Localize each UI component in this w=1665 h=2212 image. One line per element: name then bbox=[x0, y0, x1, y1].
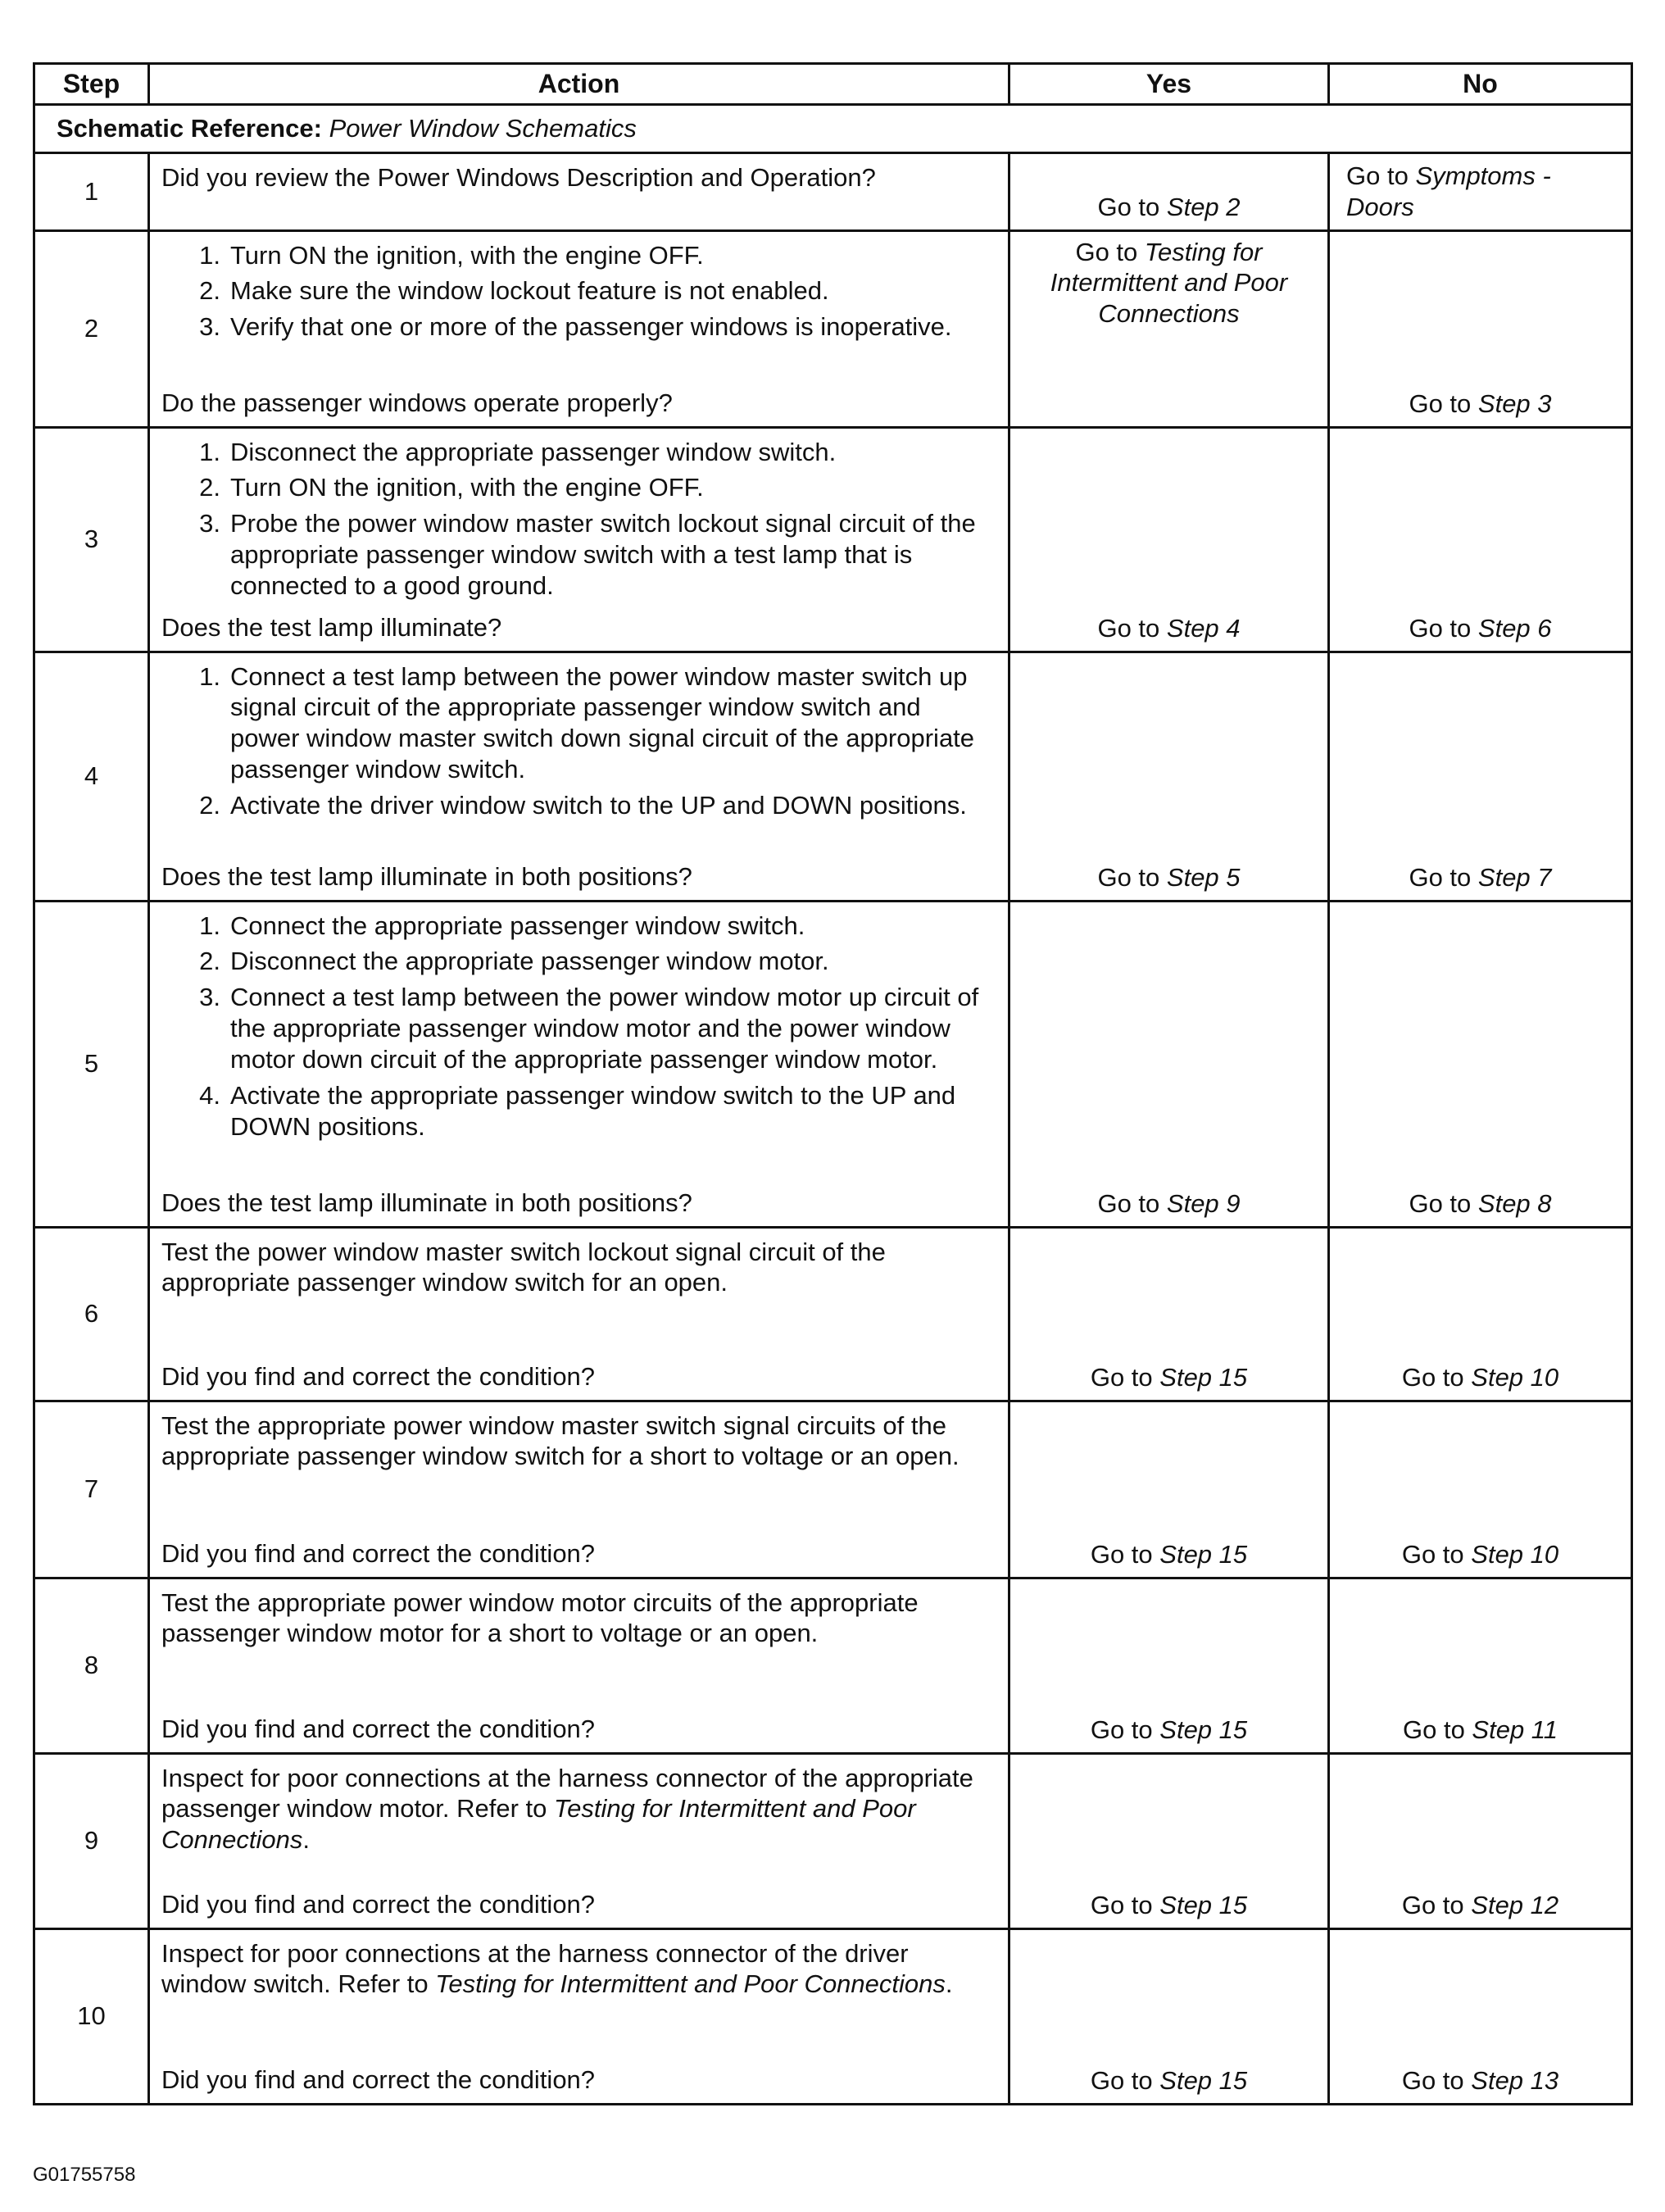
item-text: Turn ON the ignition, with the engine OFF. bbox=[230, 240, 704, 270]
goto-link[interactable]: Step 7 bbox=[1477, 862, 1552, 892]
reference-link[interactable]: Testing for Intermittent and Poor Connections bbox=[435, 1969, 946, 1999]
procedure-item bbox=[161, 508, 996, 601]
procedure-item bbox=[161, 1080, 996, 1142]
step-row bbox=[34, 1401, 1632, 1578]
goto-link[interactable]: Step 2 bbox=[1166, 192, 1241, 221]
item-text: Probe the power window master switch lockout signal circuit of the appropriate passenger window switch with a test lamp that is connected to a good ground. bbox=[230, 509, 976, 600]
header-step: Step bbox=[34, 64, 149, 105]
action-question: Does the test lamp illuminate? bbox=[161, 612, 502, 642]
item-number: 3. bbox=[199, 312, 220, 342]
action-content bbox=[161, 162, 996, 217]
header-yes: Yes bbox=[1009, 64, 1329, 105]
step-number: 9 bbox=[34, 1753, 149, 1928]
action-content bbox=[161, 1587, 996, 1745]
goto-link[interactable]: Step 10 bbox=[1471, 1539, 1559, 1569]
action-text: Test the appropriate power window motor circuits of the appropriate passenger window motor for a short to voltage or an open. bbox=[161, 1587, 919, 1648]
no-result: Go to Symptoms - Doors bbox=[1329, 153, 1632, 231]
goto-link[interactable]: Step 15 bbox=[1159, 1890, 1248, 1919]
action-text: Did you review the Power Windows Description and Operation? bbox=[161, 163, 876, 192]
schematic-reference-label: Schematic Reference: bbox=[57, 114, 322, 143]
step-number: 10 bbox=[34, 1928, 149, 2104]
item-text: Activate the appropriate passenger window switch to the UP and DOWN positions. bbox=[230, 1080, 956, 1141]
action-body bbox=[161, 1938, 996, 2001]
yes-result: Go to Step 5 bbox=[1009, 652, 1329, 901]
action-content bbox=[161, 240, 996, 419]
procedure-item bbox=[161, 911, 996, 942]
action-question: Did you find and correct the condition? bbox=[161, 1714, 596, 1743]
step-number: 8 bbox=[34, 1578, 149, 1753]
goto-link[interactable]: Step 9 bbox=[1166, 1188, 1241, 1218]
step-row bbox=[34, 427, 1632, 652]
step-number: 1 bbox=[34, 153, 149, 231]
action-cell bbox=[149, 1928, 1009, 2104]
item-text: Connect the appropriate passenger window switch. bbox=[230, 911, 805, 940]
step-number: 3 bbox=[34, 427, 149, 652]
action-cell bbox=[149, 1753, 1009, 1928]
no-result: Go to Step 12 bbox=[1329, 1753, 1632, 1928]
goto-link[interactable]: Step 3 bbox=[1477, 388, 1552, 418]
procedure-list bbox=[161, 240, 996, 343]
no-result: Go to Step 8 bbox=[1329, 901, 1632, 1227]
step-row bbox=[34, 230, 1632, 427]
no-result: Go to Step 10 bbox=[1329, 1227, 1632, 1401]
item-number: 1. bbox=[199, 240, 220, 270]
schematic-reference-row bbox=[34, 105, 1632, 153]
goto-link[interactable]: Symptoms - Doors bbox=[1346, 161, 1551, 221]
item-number: 3. bbox=[199, 983, 220, 1012]
step-number: 5 bbox=[34, 901, 149, 1227]
item-number: 2. bbox=[199, 473, 220, 502]
step-number: 6 bbox=[34, 1227, 149, 1401]
procedure-list bbox=[161, 911, 996, 1142]
action-cell bbox=[149, 1578, 1009, 1753]
header-no: No bbox=[1329, 64, 1632, 105]
item-text: Activate the driver window switch to the UP and DOWN positions. bbox=[230, 790, 967, 820]
procedure-item bbox=[161, 472, 996, 503]
item-number: 3. bbox=[199, 509, 220, 538]
diagnostic-table bbox=[33, 62, 1633, 2105]
goto-link[interactable]: Step 15 bbox=[1159, 1362, 1248, 1392]
step-row bbox=[34, 1928, 1632, 2104]
goto-link[interactable]: Step 10 bbox=[1471, 1362, 1559, 1392]
goto-link[interactable]: Step 4 bbox=[1166, 613, 1241, 643]
action-question: Did you find and correct the condition? bbox=[161, 1538, 596, 1568]
item-text: Verify that one or more of the passenger windows is inoperative. bbox=[230, 312, 952, 342]
step-row bbox=[34, 901, 1632, 1227]
item-text: Make sure the window lockout feature is not enabled. bbox=[230, 276, 829, 306]
yes-result: Go to Testing for Intermittent and Poor Connections bbox=[1009, 230, 1329, 427]
action-text: Test the appropriate power window master switch signal circuits of the appropriate passenger window switch for a short to voltage or an open. bbox=[161, 1410, 960, 1471]
goto-link[interactable]: Step 12 bbox=[1471, 1890, 1559, 1919]
procedure-item bbox=[161, 437, 996, 468]
action-body bbox=[161, 162, 996, 193]
no-result: Go to Step 3 bbox=[1329, 230, 1632, 427]
procedure-item bbox=[161, 311, 996, 343]
step-number: 2 bbox=[34, 230, 149, 427]
action-cell bbox=[149, 230, 1009, 427]
action-text: Inspect for poor connections at the harness connector of the appropriate passenger window motor. Refer to Testing for Intermittent and Poor Connections. bbox=[161, 1763, 973, 1855]
action-question: Does the test lamp illuminate in both positions? bbox=[161, 1188, 692, 1217]
item-text: Turn ON the ignition, with the engine OFF. bbox=[230, 473, 704, 502]
goto-link[interactable]: Step 13 bbox=[1471, 2065, 1559, 2095]
goto-link[interactable]: Step 8 bbox=[1477, 1188, 1552, 1218]
procedure-item bbox=[161, 275, 996, 307]
action-content bbox=[161, 437, 996, 643]
item-number: 4. bbox=[199, 1080, 220, 1110]
no-result: Go to Step 10 bbox=[1329, 1401, 1632, 1578]
procedure-item bbox=[161, 240, 996, 271]
action-cell bbox=[149, 1227, 1009, 1401]
action-question: Did you find and correct the condition? bbox=[161, 1889, 596, 1919]
no-result: Go to Step 7 bbox=[1329, 652, 1632, 901]
item-number: 2. bbox=[199, 947, 220, 976]
item-text: Connect a test lamp between the power window motor up circuit of the appropriate passenger window motor and the power window motor down circuit of the appropriate passenger window motor. bbox=[230, 983, 979, 1074]
item-number: 2. bbox=[199, 790, 220, 820]
schematic-reference-link[interactable]: Power Window Schematics bbox=[329, 114, 637, 143]
procedure-list bbox=[161, 437, 996, 602]
procedure-item bbox=[161, 982, 996, 1074]
action-body bbox=[161, 437, 996, 606]
goto-link[interactable]: Step 5 bbox=[1166, 862, 1241, 892]
figure-id: G01755758 bbox=[33, 2164, 136, 2186]
item-number: 2. bbox=[199, 276, 220, 306]
action-question: Does the test lamp illuminate in both positions? bbox=[161, 861, 692, 891]
action-content bbox=[161, 661, 996, 893]
action-cell bbox=[149, 153, 1009, 231]
goto-link[interactable]: Step 15 bbox=[1159, 1715, 1248, 1744]
yes-result: Go to Step 4 bbox=[1009, 427, 1329, 652]
goto-link[interactable]: Step 15 bbox=[1159, 2065, 1248, 2095]
reference-link[interactable]: Testing for Intermittent and Poor Connections bbox=[161, 1794, 916, 1855]
item-text: Disconnect the appropriate passenger window switch. bbox=[230, 437, 837, 466]
procedure-list bbox=[161, 661, 996, 821]
action-body bbox=[161, 1237, 996, 1299]
action-body bbox=[161, 661, 996, 826]
yes-result: Go to Step 9 bbox=[1009, 901, 1329, 1227]
action-cell bbox=[149, 652, 1009, 901]
goto-link[interactable]: Step 6 bbox=[1477, 613, 1552, 643]
action-content bbox=[161, 911, 996, 1219]
yes-result: Go to Step 15 bbox=[1009, 1401, 1329, 1578]
step-row bbox=[34, 1227, 1632, 1401]
yes-result: Go to Step 15 bbox=[1009, 1227, 1329, 1401]
header-row bbox=[34, 64, 1632, 105]
step-number: 7 bbox=[34, 1401, 149, 1578]
action-cell bbox=[149, 1401, 1009, 1578]
item-number: 1. bbox=[199, 911, 220, 940]
action-body bbox=[161, 240, 996, 347]
procedure-item bbox=[161, 790, 996, 821]
procedure-item bbox=[161, 661, 996, 785]
goto-link[interactable]: Step 15 bbox=[1159, 1539, 1248, 1569]
goto-link[interactable]: Testing for Intermittent and Poor Connections bbox=[1050, 237, 1288, 329]
action-question: Do the passenger windows operate properly? bbox=[161, 388, 673, 417]
no-result: Go to Step 6 bbox=[1329, 427, 1632, 652]
item-number: 1. bbox=[199, 661, 220, 691]
item-text: Connect a test lamp between the power window master switch up signal circuit of the appropriate passenger window switch and power window master switch down signal circuit of the appropriate passenger window switch. bbox=[230, 661, 975, 784]
action-cell bbox=[149, 427, 1009, 652]
step-number: 4 bbox=[34, 652, 149, 901]
no-result: Go to Step 13 bbox=[1329, 1928, 1632, 2104]
step-row bbox=[34, 1753, 1632, 1928]
yes-result: Go to Step 15 bbox=[1009, 1578, 1329, 1753]
action-body bbox=[161, 1587, 996, 1650]
goto-link[interactable]: Step 11 bbox=[1472, 1715, 1558, 1744]
action-text: Inspect for poor connections at the harness connector of the driver window switch. Refer to Testing for Intermittent and Poor Connections. bbox=[161, 1938, 953, 1999]
header-action: Action bbox=[149, 64, 1009, 105]
action-body bbox=[161, 1763, 996, 1855]
action-body bbox=[161, 911, 996, 1147]
action-content bbox=[161, 1237, 996, 1392]
yes-result: Go to Step 2 bbox=[1009, 153, 1329, 231]
action-content bbox=[161, 1763, 996, 1920]
step-row bbox=[34, 1578, 1632, 1753]
no-result: Go to Step 11 bbox=[1329, 1578, 1632, 1753]
action-cell bbox=[149, 901, 1009, 1227]
item-text: Disconnect the appropriate passenger window motor. bbox=[230, 947, 829, 976]
action-content bbox=[161, 1938, 996, 2096]
procedure-item bbox=[161, 946, 996, 977]
action-text: Test the power window master switch lockout signal circuit of the appropriate passenger window switch for an open. bbox=[161, 1237, 886, 1297]
item-number: 1. bbox=[199, 437, 220, 466]
step-row bbox=[34, 153, 1632, 231]
action-question: Did you find and correct the condition? bbox=[161, 2064, 596, 2094]
action-question: Did you find and correct the condition? bbox=[161, 1361, 596, 1391]
step-row bbox=[34, 652, 1632, 901]
action-body bbox=[161, 1410, 996, 1473]
action-content bbox=[161, 1410, 996, 1569]
yes-result: Go to Step 15 bbox=[1009, 1928, 1329, 2104]
yes-result: Go to Step 15 bbox=[1009, 1753, 1329, 1928]
